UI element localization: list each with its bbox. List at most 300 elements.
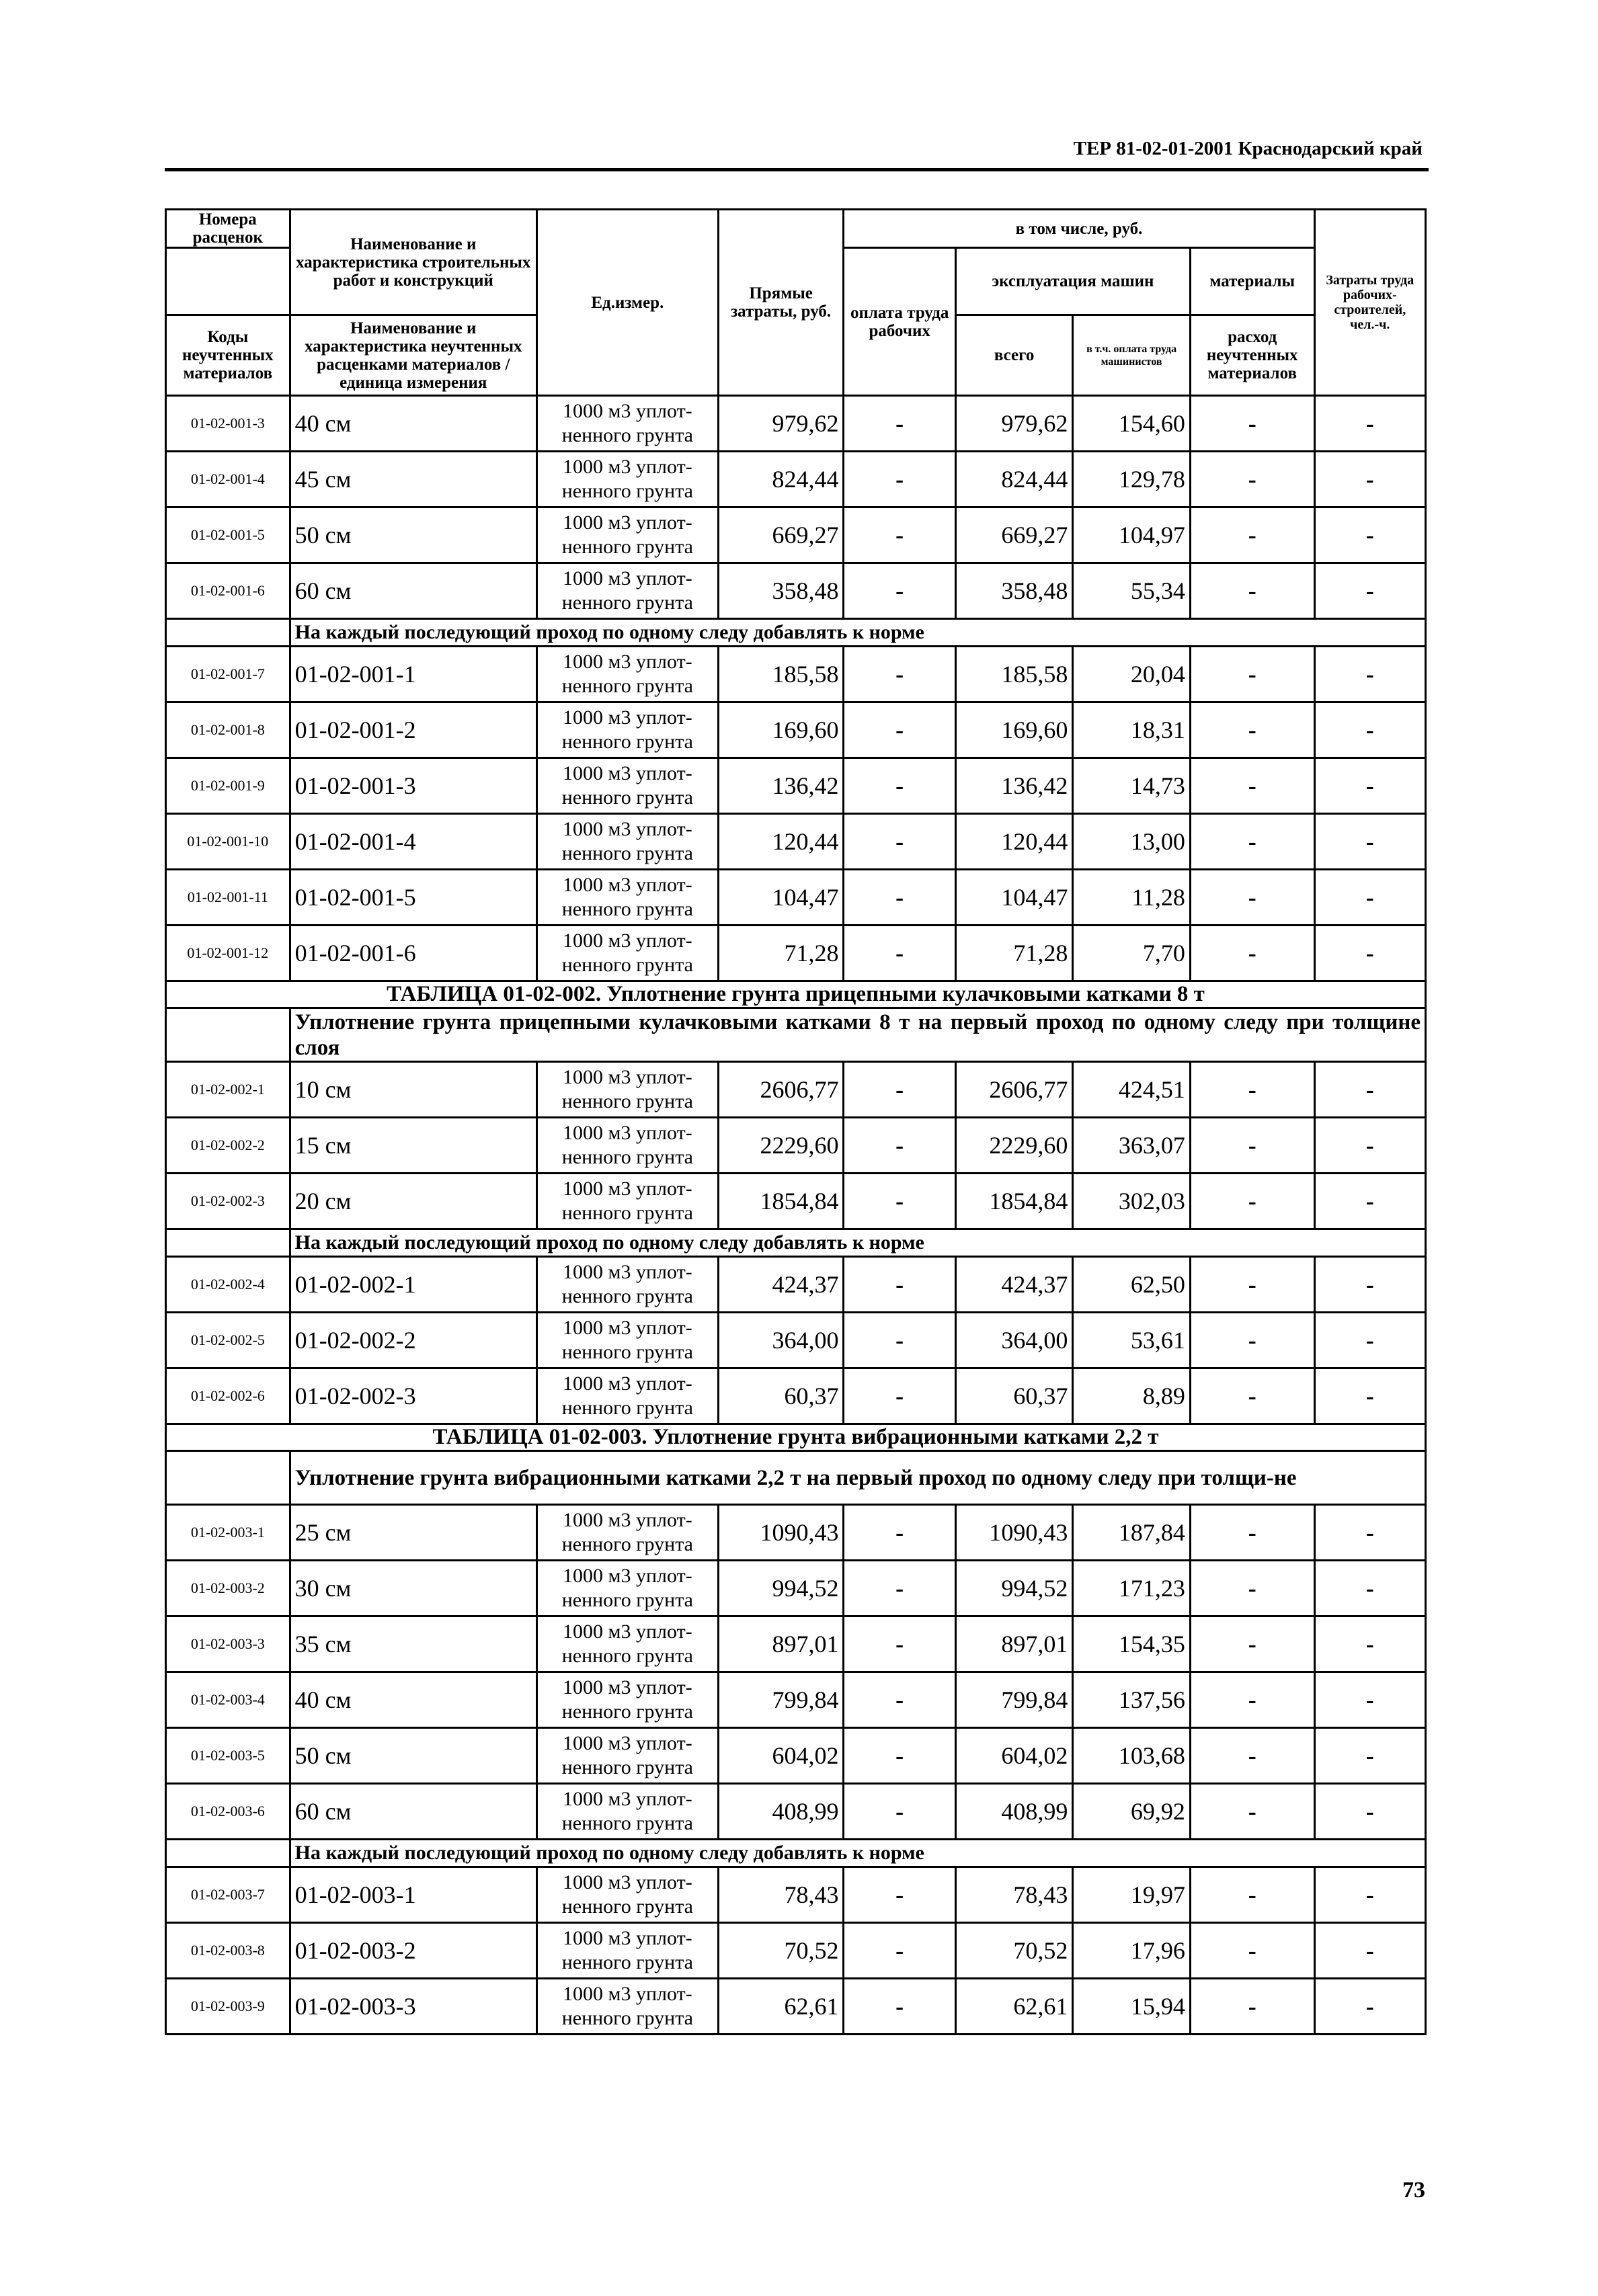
col-header-direct-costs: Прямые затраты, руб. <box>718 210 844 396</box>
machine-labor-pay: 137,56 <box>1073 1672 1191 1728</box>
table-row <box>166 1728 1426 1784</box>
direct-costs: 604,02 <box>718 1728 844 1784</box>
unit-cell <box>536 647 718 702</box>
col-header-incl: в том числе, руб. <box>844 210 1314 248</box>
labor-cost: - <box>1314 758 1425 814</box>
col-header-rate-no-cont <box>166 248 290 315</box>
rate-code: 01-02-003-4 <box>166 1672 290 1728</box>
machine-labor-pay: 17,96 <box>1073 1923 1191 1979</box>
unit-line-2: ненного грунта <box>561 1202 693 1224</box>
unit-cell <box>536 563 718 619</box>
unit-cell <box>536 1505 718 1561</box>
machine-labor-pay: 424,51 <box>1073 1062 1191 1118</box>
machine-labor-pay: 154,35 <box>1073 1616 1191 1672</box>
rate-code: 01-02-001-11 <box>166 870 290 926</box>
rate-code: 01-02-002-2 <box>166 1118 290 1174</box>
direct-costs: 70,52 <box>718 1923 844 1979</box>
machine-total: 424,37 <box>955 1257 1073 1313</box>
labor-pay: - <box>844 926 955 981</box>
work-name: 40 см <box>290 1672 536 1728</box>
labor-cost: - <box>1314 1979 1425 2035</box>
machine-total: 60,37 <box>955 1368 1073 1424</box>
unit-cell <box>536 1979 718 2035</box>
unit-cell <box>536 1784 718 1840</box>
direct-costs: 185,58 <box>718 647 844 702</box>
col-header-mach-labor: в т.ч. оплата труда машинистов <box>1073 315 1191 396</box>
labor-cost: - <box>1314 396 1425 452</box>
materials-usage: - <box>1190 702 1314 758</box>
note-row <box>166 1229 1426 1257</box>
table-row <box>166 563 1426 619</box>
direct-costs: 136,42 <box>718 758 844 814</box>
machine-total: 358,48 <box>955 563 1073 619</box>
col-header-mat-usage: расход неучтенных материалов <box>1190 315 1314 396</box>
materials-usage: - <box>1190 1368 1314 1424</box>
table-row <box>166 1257 1426 1313</box>
work-name: 25 см <box>290 1505 536 1561</box>
unit-line-1: 1000 м3 уплот- <box>563 874 692 896</box>
materials-usage: - <box>1190 870 1314 926</box>
note-text: На каждый последующий проход по одному следу добавлять к норме <box>290 1229 1425 1257</box>
header-rule <box>165 168 1429 171</box>
labor-pay: - <box>844 1672 955 1728</box>
machine-total: 71,28 <box>955 926 1073 981</box>
direct-costs: 2229,60 <box>718 1118 844 1174</box>
labor-pay: - <box>844 1561 955 1616</box>
unit-line-2: ненного грунта <box>561 1397 693 1419</box>
work-name: 01-02-001-3 <box>290 758 536 814</box>
col-header-machines: эксплуатация машин <box>955 248 1190 315</box>
rate-code: 01-02-002-1 <box>166 1062 290 1118</box>
machine-total: 2229,60 <box>955 1118 1073 1174</box>
col-header-labor-cost: Затраты труда рабочих-строителей, чел.-ч. <box>1314 210 1425 396</box>
machine-total: 669,27 <box>955 507 1073 563</box>
materials-usage: - <box>1190 1672 1314 1728</box>
labor-pay: - <box>844 1979 955 2035</box>
labor-pay: - <box>844 870 955 926</box>
labor-cost: - <box>1314 1257 1425 1313</box>
labor-cost: - <box>1314 1313 1425 1368</box>
labor-cost: - <box>1314 1672 1425 1728</box>
unit-cell <box>536 396 718 452</box>
unit-cell <box>536 870 718 926</box>
labor-pay: - <box>844 1062 955 1118</box>
unit-line-1: 1000 м3 уплот- <box>563 400 692 422</box>
unit-line-1: 1000 м3 уплот- <box>563 1066 692 1088</box>
labor-pay: - <box>844 452 955 507</box>
direct-costs: 358,48 <box>718 563 844 619</box>
materials-usage: - <box>1190 1257 1314 1313</box>
unit-line-1: 1000 м3 уплот- <box>563 818 692 840</box>
labor-cost: - <box>1314 1561 1425 1616</box>
rate-code: 01-02-003-3 <box>166 1616 290 1672</box>
unit-cell <box>536 507 718 563</box>
machine-total: 1854,84 <box>955 1174 1073 1229</box>
unit-line-1: 1000 м3 уплот- <box>563 1509 692 1531</box>
direct-costs: 1854,84 <box>718 1174 844 1229</box>
unit-line-2: ненного грунта <box>561 1812 693 1834</box>
table-row <box>166 396 1426 452</box>
labor-pay: - <box>844 1257 955 1313</box>
table-row <box>166 1505 1426 1561</box>
materials-usage: - <box>1190 1174 1314 1229</box>
unit-line-2: ненного грунта <box>561 786 693 809</box>
work-name: 50 см <box>290 1728 536 1784</box>
unit-cell <box>536 1313 718 1368</box>
machine-labor-pay: 13,00 <box>1073 814 1191 870</box>
unit-line-1: 1000 м3 уплот- <box>563 1676 692 1698</box>
machine-labor-pay: 55,34 <box>1073 563 1191 619</box>
table-row <box>166 1979 1426 2035</box>
materials-usage: - <box>1190 647 1314 702</box>
direct-costs: 424,37 <box>718 1257 844 1313</box>
machine-total: 104,47 <box>955 870 1073 926</box>
direct-costs: 979,62 <box>718 396 844 452</box>
unit-cell <box>536 1561 718 1616</box>
col-header-mat-code: Коды неучтенных материалов <box>166 315 290 396</box>
col-header-materials: материалы <box>1190 248 1314 315</box>
direct-costs: 669,27 <box>718 507 844 563</box>
materials-usage: - <box>1190 563 1314 619</box>
table-description: Уплотнение грунта вибрационными катками 2,2 т на первый проход по одному следу при толщи-не <box>290 1451 1425 1505</box>
machine-labor-pay: 103,68 <box>1073 1728 1191 1784</box>
col-header-labor-pay: оплата труда рабочих <box>844 248 955 396</box>
materials-usage: - <box>1190 507 1314 563</box>
table-row <box>166 1062 1426 1118</box>
empty-cell <box>166 1451 290 1505</box>
unit-line-1: 1000 м3 уплот- <box>563 1621 692 1643</box>
labor-pay: - <box>844 396 955 452</box>
materials-usage: - <box>1190 1313 1314 1368</box>
unit-line-1: 1000 м3 уплот- <box>563 651 692 673</box>
unit-line-1: 1000 м3 уплот- <box>563 456 692 478</box>
table-description: Уплотнение грунта прицепными кулачковыми катками 8 т на первый проход по одному следу при толщине слоя <box>290 1008 1425 1062</box>
unit-line-2: ненного грунта <box>561 731 693 753</box>
table-row <box>166 1561 1426 1616</box>
direct-costs: 799,84 <box>718 1672 844 1728</box>
rate-code: 01-02-002-4 <box>166 1257 290 1313</box>
unit-cell <box>536 1062 718 1118</box>
materials-usage: - <box>1190 814 1314 870</box>
machine-total: 78,43 <box>955 1867 1073 1923</box>
direct-costs: 60,37 <box>718 1368 844 1424</box>
work-name: 40 см <box>290 396 536 452</box>
table-description-row <box>166 1008 1426 1062</box>
note-row <box>166 1840 1426 1867</box>
direct-costs: 994,52 <box>718 1561 844 1616</box>
unit-cell <box>536 1257 718 1313</box>
rate-code: 01-02-002-3 <box>166 1174 290 1229</box>
unit-line-2: ненного грунта <box>561 1700 693 1723</box>
machine-total: 408,99 <box>955 1784 1073 1840</box>
unit-line-1: 1000 м3 уплот- <box>563 1261 692 1283</box>
direct-costs: 71,28 <box>718 926 844 981</box>
materials-usage: - <box>1190 1616 1314 1672</box>
rate-code: 01-02-002-5 <box>166 1313 290 1368</box>
machine-total: 169,60 <box>955 702 1073 758</box>
unit-line-1: 1000 м3 уплот- <box>563 1317 692 1339</box>
materials-usage: - <box>1190 1561 1314 1616</box>
note-text: На каждый последующий проход по одному следу добавлять к норме <box>290 1840 1425 1867</box>
table-row <box>166 758 1426 814</box>
page-number: 73 <box>1402 2178 1425 2203</box>
materials-usage: - <box>1190 1979 1314 2035</box>
machine-total: 62,61 <box>955 1979 1073 2035</box>
table-row <box>166 702 1426 758</box>
table-title: ТАБЛИЦА 01-02-002. Уплотнение грунта прицепными кулачковыми катками 8 т <box>166 981 1426 1008</box>
work-name: 01-02-001-1 <box>290 647 536 702</box>
materials-usage: - <box>1190 1784 1314 1840</box>
materials-usage: - <box>1190 452 1314 507</box>
rate-code: 01-02-001-4 <box>166 452 290 507</box>
direct-costs: 78,43 <box>718 1867 844 1923</box>
labor-pay: - <box>844 1616 955 1672</box>
work-name: 35 см <box>290 1616 536 1672</box>
materials-usage: - <box>1190 1062 1314 1118</box>
unit-cell <box>536 814 718 870</box>
rate-code: 01-02-003-5 <box>166 1728 290 1784</box>
materials-usage: - <box>1190 1867 1314 1923</box>
unit-cell <box>536 1923 718 1979</box>
unit-line-1: 1000 м3 уплот- <box>563 1732 692 1754</box>
unit-line-2: ненного грунта <box>561 1533 693 1555</box>
table-row <box>166 926 1426 981</box>
unit-line-2: ненного грунта <box>561 591 693 614</box>
unit-line-1: 1000 м3 уплот- <box>563 511 692 534</box>
labor-cost: - <box>1314 1784 1425 1840</box>
rate-code: 01-02-003-2 <box>166 1561 290 1616</box>
rate-code: 01-02-001-7 <box>166 647 290 702</box>
unit-line-1: 1000 м3 уплот- <box>563 1983 692 2005</box>
table-row <box>166 1313 1426 1368</box>
direct-costs: 120,44 <box>718 814 844 870</box>
unit-line-2: ненного грунта <box>561 1951 693 1973</box>
work-name: 10 см <box>290 1062 536 1118</box>
col-header-mat-name: Наименование и характеристика неучтенных расценками материалов / единица измерения <box>290 315 536 396</box>
materials-usage: - <box>1190 1118 1314 1174</box>
labor-pay: - <box>844 814 955 870</box>
direct-costs: 62,61 <box>718 1979 844 2035</box>
labor-pay: - <box>844 1784 955 1840</box>
machine-labor-pay: 154,60 <box>1073 396 1191 452</box>
labor-cost: - <box>1314 1118 1425 1174</box>
machine-labor-pay: 302,03 <box>1073 1174 1191 1229</box>
empty-cell <box>166 1229 290 1257</box>
machine-total: 185,58 <box>955 647 1073 702</box>
work-name: 01-02-001-6 <box>290 926 536 981</box>
unit-line-2: ненного грунта <box>561 1589 693 1611</box>
work-name: 30 см <box>290 1561 536 1616</box>
unit-line-2: ненного грунта <box>561 1341 693 1363</box>
unit-line-2: ненного грунта <box>561 480 693 502</box>
table-row <box>166 452 1426 507</box>
machine-labor-pay: 18,31 <box>1073 702 1191 758</box>
labor-cost: - <box>1314 507 1425 563</box>
unit-cell <box>536 926 718 981</box>
table-description-row <box>166 1451 1426 1505</box>
direct-costs: 2606,77 <box>718 1062 844 1118</box>
unit-line-1: 1000 м3 уплот- <box>563 567 692 589</box>
col-header-unit: Ед.измер. <box>536 210 718 396</box>
labor-cost: - <box>1314 563 1425 619</box>
machine-labor-pay: 19,97 <box>1073 1867 1191 1923</box>
labor-pay: - <box>844 1923 955 1979</box>
table-title-row <box>166 981 1426 1008</box>
machine-labor-pay: 14,73 <box>1073 758 1191 814</box>
direct-costs: 104,47 <box>718 870 844 926</box>
work-name: 45 см <box>290 452 536 507</box>
labor-cost: - <box>1314 1867 1425 1923</box>
table-title-row <box>166 1424 1426 1451</box>
labor-cost: - <box>1314 1368 1425 1424</box>
unit-line-1: 1000 м3 уплот- <box>563 1372 692 1395</box>
rate-code: 01-02-003-6 <box>166 1784 290 1840</box>
rate-code: 01-02-003-7 <box>166 1867 290 1923</box>
table-row <box>166 1672 1426 1728</box>
labor-cost: - <box>1314 452 1425 507</box>
labor-cost: - <box>1314 1174 1425 1229</box>
rate-code: 01-02-003-8 <box>166 1923 290 1979</box>
unit-line-1: 1000 м3 уплот- <box>563 706 692 729</box>
table-row <box>166 1174 1426 1229</box>
unit-cell <box>536 1174 718 1229</box>
table-row <box>166 1616 1426 1672</box>
materials-usage: - <box>1190 1728 1314 1784</box>
document-header: ТЕР 81-02-01-2001 Краснодарский край <box>1073 138 1423 159</box>
machine-labor-pay: 7,70 <box>1073 926 1191 981</box>
table-row <box>166 1867 1426 1923</box>
materials-usage: - <box>1190 926 1314 981</box>
unit-line-2: ненного грунта <box>561 1146 693 1168</box>
col-header-work-name: Наименование и характеристика строительных работ и конструкций <box>290 210 536 315</box>
empty-cell <box>166 619 290 647</box>
unit-line-1: 1000 м3 уплот- <box>563 1122 692 1144</box>
labor-cost: - <box>1314 702 1425 758</box>
direct-costs: 408,99 <box>718 1784 844 1840</box>
unit-line-1: 1000 м3 уплот- <box>563 1788 692 1810</box>
unit-line-2: ненного грунта <box>561 842 693 864</box>
unit-line-1: 1000 м3 уплот- <box>563 1871 692 1893</box>
unit-cell <box>536 1672 718 1728</box>
direct-costs: 897,01 <box>718 1616 844 1672</box>
machine-labor-pay: 104,97 <box>1073 507 1191 563</box>
unit-line-2: ненного грунта <box>561 898 693 920</box>
table-row <box>166 870 1426 926</box>
labor-pay: - <box>844 702 955 758</box>
note-text: На каждый последующий проход по одному следу добавлять к норме <box>290 619 1425 647</box>
machine-total: 897,01 <box>955 1616 1073 1672</box>
machine-labor-pay: 69,92 <box>1073 1784 1191 1840</box>
work-name: 01-02-002-1 <box>290 1257 536 1313</box>
labor-pay: - <box>844 1174 955 1229</box>
machine-labor-pay: 171,23 <box>1073 1561 1191 1616</box>
rate-code: 01-02-001-10 <box>166 814 290 870</box>
labor-pay: - <box>844 1867 955 1923</box>
direct-costs: 824,44 <box>718 452 844 507</box>
labor-pay: - <box>844 1505 955 1561</box>
work-name: 01-02-001-4 <box>290 814 536 870</box>
unit-cell <box>536 702 718 758</box>
labor-cost: - <box>1314 647 1425 702</box>
labor-cost: - <box>1314 870 1425 926</box>
labor-cost: - <box>1314 1616 1425 1672</box>
unit-line-1: 1000 м3 уплот- <box>563 1927 692 1949</box>
work-name: 01-02-003-2 <box>290 1923 536 1979</box>
machine-total: 824,44 <box>955 452 1073 507</box>
machine-total: 70,52 <box>955 1923 1073 1979</box>
work-name: 60 см <box>290 563 536 619</box>
unit-cell <box>536 1728 718 1784</box>
machine-labor-pay: 11,28 <box>1073 870 1191 926</box>
unit-cell <box>536 1368 718 1424</box>
direct-costs: 1090,43 <box>718 1505 844 1561</box>
col-header-rate-no: Номера расценок <box>166 210 290 248</box>
unit-line-2: ненного грунта <box>561 1285 693 1307</box>
materials-usage: - <box>1190 396 1314 452</box>
table-title: ТАБЛИЦА 01-02-003. Уплотнение грунта вибрационными катками 2,2 т <box>166 1424 1426 1451</box>
unit-cell <box>536 1118 718 1174</box>
work-name: 50 см <box>290 507 536 563</box>
unit-line-2: ненного грунта <box>561 1895 693 1918</box>
table-row <box>166 1923 1426 1979</box>
rate-code: 01-02-001-3 <box>166 396 290 452</box>
unit-line-2: ненного грунта <box>561 954 693 976</box>
machine-total: 364,00 <box>955 1313 1073 1368</box>
unit-line-1: 1000 м3 уплот- <box>563 762 692 784</box>
unit-cell <box>536 1616 718 1672</box>
work-name: 01-02-001-2 <box>290 702 536 758</box>
unit-line-2: ненного грунта <box>561 2007 693 2029</box>
unit-line-1: 1000 м3 уплот- <box>563 930 692 952</box>
work-name: 60 см <box>290 1784 536 1840</box>
unit-cell <box>536 758 718 814</box>
note-row <box>166 619 1426 647</box>
machine-labor-pay: 363,07 <box>1073 1118 1191 1174</box>
table-row <box>166 1118 1426 1174</box>
rate-code: 01-02-001-6 <box>166 563 290 619</box>
unit-line-2: ненного грунта <box>561 1756 693 1778</box>
table-row <box>166 1784 1426 1840</box>
machine-total: 604,02 <box>955 1728 1073 1784</box>
rate-code: 01-02-001-12 <box>166 926 290 981</box>
labor-cost: - <box>1314 1505 1425 1561</box>
col-header-mach-total: всего <box>955 315 1073 396</box>
materials-usage: - <box>1190 758 1314 814</box>
labor-pay: - <box>844 647 955 702</box>
machine-labor-pay: 20,04 <box>1073 647 1191 702</box>
unit-line-2: ненного грунта <box>561 536 693 558</box>
unit-line-2: ненного грунта <box>561 675 693 697</box>
work-name: 01-02-002-2 <box>290 1313 536 1368</box>
work-name: 15 см <box>290 1118 536 1174</box>
table-row <box>166 647 1426 702</box>
labor-pay: - <box>844 563 955 619</box>
machine-total: 2606,77 <box>955 1062 1073 1118</box>
labor-pay: - <box>844 1728 955 1784</box>
labor-cost: - <box>1314 1062 1425 1118</box>
work-name: 01-02-003-1 <box>290 1867 536 1923</box>
machine-total: 1090,43 <box>955 1505 1073 1561</box>
empty-cell <box>166 1008 290 1062</box>
machine-labor-pay: 187,84 <box>1073 1505 1191 1561</box>
unit-line-2: ненного грунта <box>561 1090 693 1112</box>
table-row <box>166 1368 1426 1424</box>
machine-total: 120,44 <box>955 814 1073 870</box>
rates-table <box>165 208 1427 2035</box>
work-name: 01-02-001-5 <box>290 870 536 926</box>
empty-cell <box>166 1840 290 1867</box>
machine-total: 799,84 <box>955 1672 1073 1728</box>
